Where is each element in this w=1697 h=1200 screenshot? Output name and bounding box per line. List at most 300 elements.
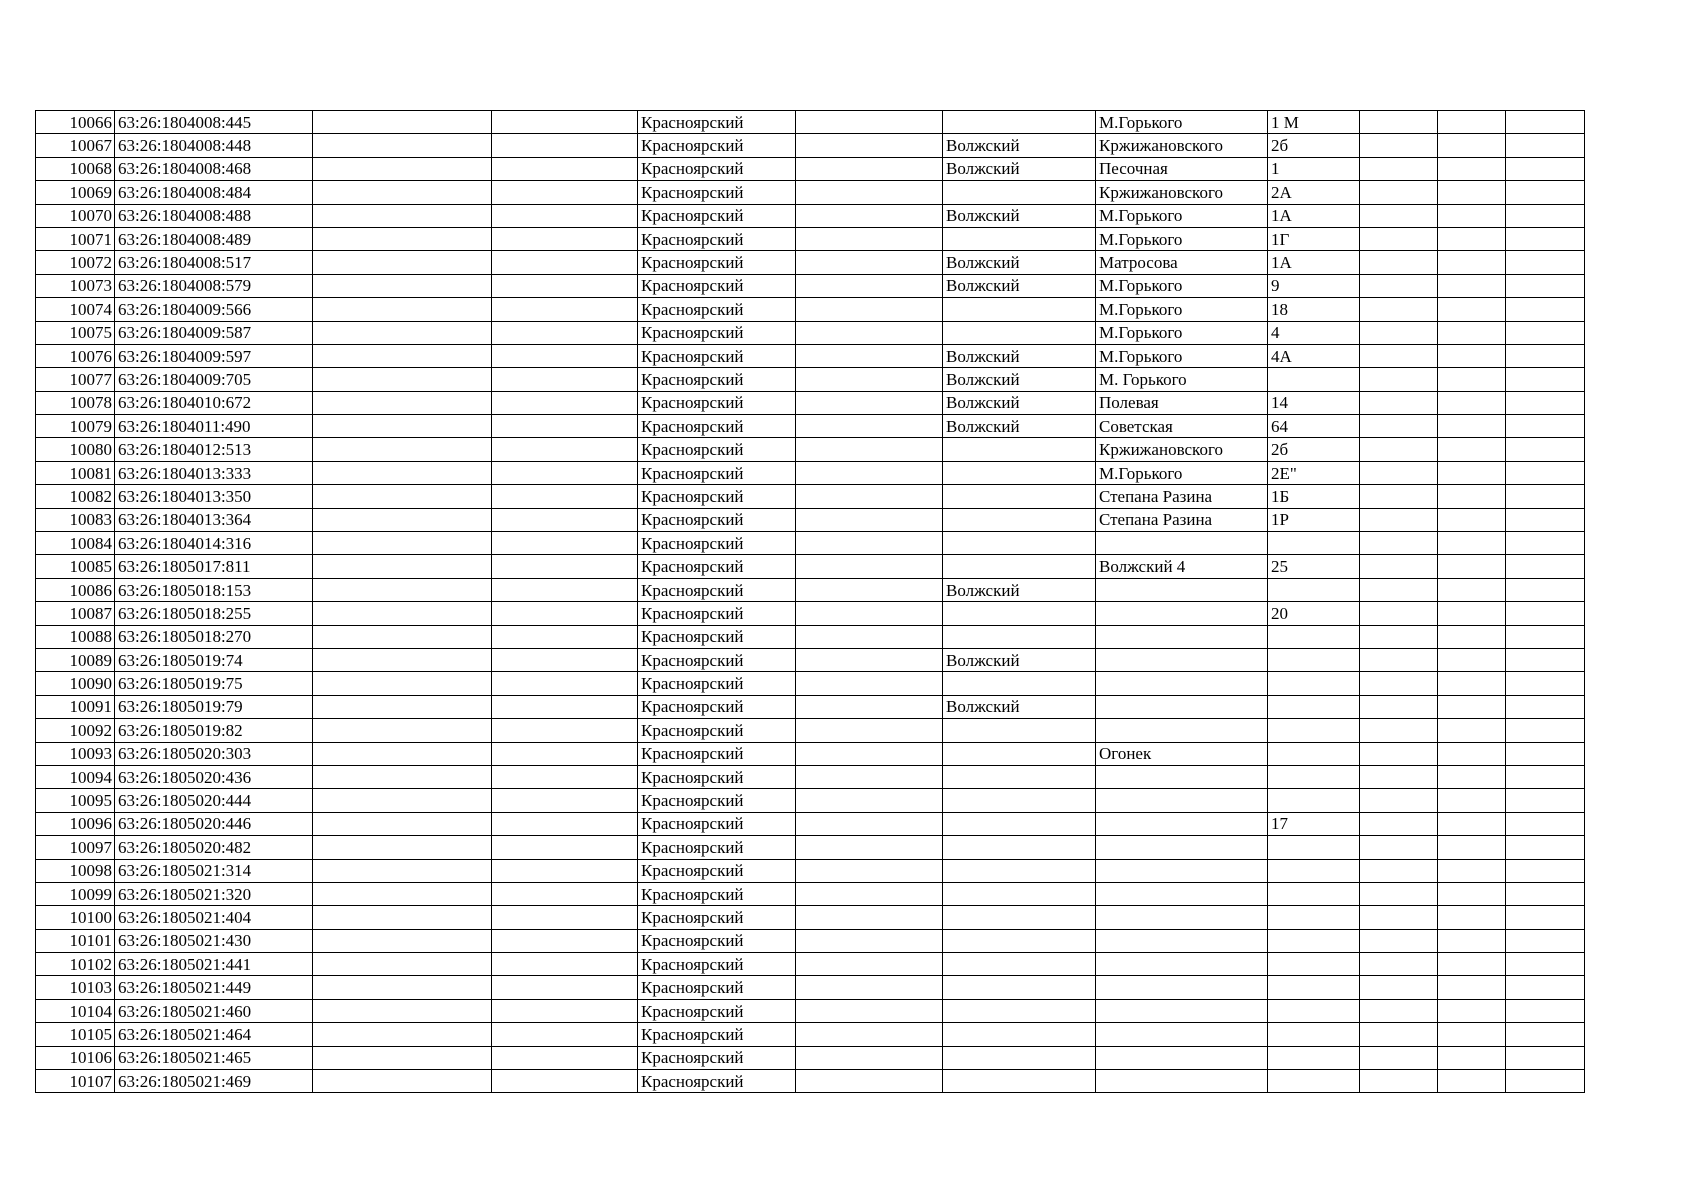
cell-cadastral-number: 63:26:1804014:316 (115, 532, 313, 555)
table-row (36, 882, 1585, 905)
cell-empty-col-3 (313, 368, 492, 391)
cell-empty-col-6 (796, 321, 943, 344)
cell-empty-col-4 (492, 976, 638, 999)
cell-empty-col-4 (492, 438, 638, 461)
cell-row-number: 10098 (36, 859, 115, 882)
table-row (36, 578, 1585, 601)
cell-empty-col-12 (1506, 251, 1585, 274)
cell-empty-col-4 (492, 625, 638, 648)
cell-row-number: 10083 (36, 508, 115, 531)
cell-cadastral-number: 63:26:1804009:587 (115, 321, 313, 344)
cell-empty-col-3 (313, 111, 492, 134)
cell-settlement: Волжский (943, 251, 1096, 274)
cell-district: Красноярский (638, 251, 796, 274)
cell-house-number: 1 М (1268, 111, 1360, 134)
table-row (36, 789, 1585, 812)
cell-empty-col-10 (1360, 1023, 1438, 1046)
cell-row-number: 10072 (36, 251, 115, 274)
cell-house-number (1268, 906, 1360, 929)
cell-empty-col-6 (796, 157, 943, 180)
cell-house-number (1268, 765, 1360, 788)
cell-empty-col-6 (796, 789, 943, 812)
cell-district: Красноярский (638, 181, 796, 204)
cell-district: Красноярский (638, 227, 796, 250)
cell-house-number (1268, 648, 1360, 671)
cell-house-number (1268, 999, 1360, 1022)
cell-house-number: 14 (1268, 391, 1360, 414)
cell-street (1096, 625, 1268, 648)
cell-empty-col-12 (1506, 438, 1585, 461)
cell-district: Красноярский (638, 508, 796, 531)
cell-empty-col-6 (796, 1070, 943, 1093)
cell-street (1096, 1046, 1268, 1069)
cell-house-number (1268, 368, 1360, 391)
cell-cadastral-number: 63:26:1805021:464 (115, 1023, 313, 1046)
cell-empty-col-6 (796, 461, 943, 484)
cell-empty-col-11 (1438, 999, 1506, 1022)
cell-district: Красноярский (638, 789, 796, 812)
cell-empty-col-12 (1506, 625, 1585, 648)
cell-row-number: 10107 (36, 1070, 115, 1093)
cell-empty-col-3 (313, 1070, 492, 1093)
cell-house-number: 4 (1268, 321, 1360, 344)
cell-row-number: 10106 (36, 1046, 115, 1069)
cell-house-number: 1Р (1268, 508, 1360, 531)
table-row (36, 181, 1585, 204)
cell-empty-col-12 (1506, 695, 1585, 718)
cell-settlement: Волжский (943, 695, 1096, 718)
cell-house-number: 2б (1268, 134, 1360, 157)
cell-empty-col-11 (1438, 742, 1506, 765)
table-row (36, 976, 1585, 999)
cell-street: Матросова (1096, 251, 1268, 274)
cell-settlement (943, 1070, 1096, 1093)
cell-empty-col-12 (1506, 508, 1585, 531)
cell-district: Красноярский (638, 461, 796, 484)
cell-street: Степана Разина (1096, 485, 1268, 508)
cell-empty-col-4 (492, 204, 638, 227)
cell-empty-col-3 (313, 812, 492, 835)
cell-street (1096, 953, 1268, 976)
cell-row-number: 10096 (36, 812, 115, 835)
cell-empty-col-3 (313, 999, 492, 1022)
cell-empty-col-3 (313, 181, 492, 204)
cell-house-number (1268, 1070, 1360, 1093)
cell-empty-col-3 (313, 134, 492, 157)
cell-street: Кржижановского (1096, 438, 1268, 461)
cell-empty-col-3 (313, 555, 492, 578)
cell-empty-col-6 (796, 929, 943, 952)
cell-district: Красноярский (638, 812, 796, 835)
cell-district: Красноярский (638, 298, 796, 321)
cell-empty-col-4 (492, 485, 638, 508)
table-row (36, 953, 1585, 976)
cell-empty-col-6 (796, 274, 943, 297)
cell-empty-col-3 (313, 765, 492, 788)
cell-house-number (1268, 789, 1360, 812)
data-table (35, 110, 1585, 1093)
cell-empty-col-4 (492, 1070, 638, 1093)
cell-empty-col-11 (1438, 298, 1506, 321)
cell-row-number: 10069 (36, 181, 115, 204)
cell-cadastral-number: 63:26:1804009:597 (115, 344, 313, 367)
cell-settlement (943, 906, 1096, 929)
table-row (36, 1046, 1585, 1069)
cell-empty-col-12 (1506, 906, 1585, 929)
cell-empty-col-4 (492, 789, 638, 812)
cell-street: М. Горького (1096, 368, 1268, 391)
cell-empty-col-11 (1438, 368, 1506, 391)
cell-row-number: 10077 (36, 368, 115, 391)
cell-house-number: 18 (1268, 298, 1360, 321)
cell-row-number: 10095 (36, 789, 115, 812)
cell-empty-col-12 (1506, 602, 1585, 625)
cell-district: Красноярский (638, 836, 796, 859)
cell-row-number: 10094 (36, 765, 115, 788)
cell-empty-col-3 (313, 578, 492, 601)
cell-empty-col-10 (1360, 695, 1438, 718)
cell-settlement (943, 625, 1096, 648)
cell-empty-col-4 (492, 368, 638, 391)
cell-empty-col-12 (1506, 719, 1585, 742)
cell-empty-col-11 (1438, 204, 1506, 227)
cell-house-number: 2А (1268, 181, 1360, 204)
table-row (36, 999, 1585, 1022)
cell-district: Красноярский (638, 765, 796, 788)
cell-settlement (943, 1046, 1096, 1069)
table-row (36, 859, 1585, 882)
cell-street (1096, 602, 1268, 625)
cell-street (1096, 532, 1268, 555)
cell-district: Красноярский (638, 391, 796, 414)
cell-empty-col-11 (1438, 532, 1506, 555)
cell-cadastral-number: 63:26:1805019:75 (115, 672, 313, 695)
cell-empty-col-3 (313, 1046, 492, 1069)
cell-empty-col-11 (1438, 719, 1506, 742)
cell-empty-col-11 (1438, 836, 1506, 859)
cell-row-number: 10071 (36, 227, 115, 250)
cell-empty-col-12 (1506, 578, 1585, 601)
cell-empty-col-4 (492, 648, 638, 671)
cell-row-number: 10074 (36, 298, 115, 321)
table-row (36, 532, 1585, 555)
cell-district: Красноярский (638, 695, 796, 718)
cell-settlement: Волжский (943, 344, 1096, 367)
cell-empty-col-11 (1438, 227, 1506, 250)
cell-district: Красноярский (638, 742, 796, 765)
cell-empty-col-10 (1360, 789, 1438, 812)
cell-empty-col-6 (796, 532, 943, 555)
cell-cadastral-number: 63:26:1804013:364 (115, 508, 313, 531)
cell-empty-col-4 (492, 836, 638, 859)
table-row (36, 648, 1585, 671)
cell-street (1096, 672, 1268, 695)
cell-empty-col-6 (796, 298, 943, 321)
table-row (36, 298, 1585, 321)
cell-district: Красноярский (638, 415, 796, 438)
cell-empty-col-10 (1360, 906, 1438, 929)
cell-empty-col-11 (1438, 765, 1506, 788)
cell-row-number: 10101 (36, 929, 115, 952)
cell-house-number: 9 (1268, 274, 1360, 297)
cell-empty-col-10 (1360, 976, 1438, 999)
cell-street: М.Горького (1096, 227, 1268, 250)
cell-cadastral-number: 63:26:1805021:320 (115, 882, 313, 905)
cell-row-number: 10090 (36, 672, 115, 695)
cell-empty-col-6 (796, 742, 943, 765)
cell-empty-col-4 (492, 672, 638, 695)
cell-street (1096, 929, 1268, 952)
cell-empty-col-4 (492, 274, 638, 297)
cell-empty-col-11 (1438, 976, 1506, 999)
cell-district: Красноярский (638, 157, 796, 180)
cell-house-number: 17 (1268, 812, 1360, 835)
cell-empty-col-10 (1360, 672, 1438, 695)
cell-empty-col-3 (313, 882, 492, 905)
cell-district: Красноярский (638, 204, 796, 227)
cell-empty-col-3 (313, 976, 492, 999)
cell-empty-col-4 (492, 742, 638, 765)
cell-cadastral-number: 63:26:1804009:566 (115, 298, 313, 321)
cell-empty-col-12 (1506, 836, 1585, 859)
cell-street (1096, 789, 1268, 812)
cell-settlement (943, 485, 1096, 508)
cell-empty-col-3 (313, 836, 492, 859)
cell-street: М.Горького (1096, 204, 1268, 227)
cell-empty-col-11 (1438, 1070, 1506, 1093)
cell-empty-col-12 (1506, 134, 1585, 157)
cell-empty-col-12 (1506, 321, 1585, 344)
cell-cadastral-number: 63:26:1805021:314 (115, 859, 313, 882)
cell-empty-col-3 (313, 602, 492, 625)
cell-house-number: 64 (1268, 415, 1360, 438)
cell-empty-col-10 (1360, 953, 1438, 976)
cell-cadastral-number: 63:26:1805020:482 (115, 836, 313, 859)
cell-empty-col-12 (1506, 976, 1585, 999)
cell-cadastral-number: 63:26:1804009:705 (115, 368, 313, 391)
cell-house-number: 1 (1268, 157, 1360, 180)
cell-settlement (943, 672, 1096, 695)
cell-row-number: 10079 (36, 415, 115, 438)
cell-district: Красноярский (638, 999, 796, 1022)
table-row (36, 695, 1585, 718)
table-row (36, 508, 1585, 531)
cell-empty-col-12 (1506, 391, 1585, 414)
cell-empty-col-6 (796, 227, 943, 250)
cell-empty-col-6 (796, 111, 943, 134)
cell-empty-col-6 (796, 976, 943, 999)
cell-settlement (943, 999, 1096, 1022)
cell-empty-col-3 (313, 719, 492, 742)
cell-settlement: Волжский (943, 368, 1096, 391)
cell-empty-col-12 (1506, 111, 1585, 134)
cell-district: Красноярский (638, 648, 796, 671)
cell-cadastral-number: 63:26:1805018:270 (115, 625, 313, 648)
cell-house-number: 4А (1268, 344, 1360, 367)
cell-district: Красноярский (638, 602, 796, 625)
cell-row-number: 10068 (36, 157, 115, 180)
cell-house-number (1268, 976, 1360, 999)
cell-house-number: 1А (1268, 204, 1360, 227)
cell-empty-col-11 (1438, 274, 1506, 297)
cell-street (1096, 719, 1268, 742)
cell-empty-col-3 (313, 344, 492, 367)
table-row (36, 719, 1585, 742)
cell-house-number: 1Б (1268, 485, 1360, 508)
table-row (36, 765, 1585, 788)
table-row (36, 672, 1585, 695)
cell-row-number: 10076 (36, 344, 115, 367)
cell-row-number: 10102 (36, 953, 115, 976)
cell-cadastral-number: 63:26:1805021:460 (115, 999, 313, 1022)
cell-settlement (943, 602, 1096, 625)
cell-house-number: 25 (1268, 555, 1360, 578)
cell-empty-col-3 (313, 157, 492, 180)
cell-empty-col-10 (1360, 298, 1438, 321)
cell-street: Кржижановского (1096, 134, 1268, 157)
cell-cadastral-number: 63:26:1805019:82 (115, 719, 313, 742)
cell-district: Красноярский (638, 672, 796, 695)
cell-empty-col-10 (1360, 929, 1438, 952)
cell-cadastral-number: 63:26:1805021:441 (115, 953, 313, 976)
cell-empty-col-11 (1438, 415, 1506, 438)
cell-cadastral-number: 63:26:1804008:448 (115, 134, 313, 157)
table-row (36, 321, 1585, 344)
cell-empty-col-11 (1438, 578, 1506, 601)
cell-empty-col-4 (492, 953, 638, 976)
cell-cadastral-number: 63:26:1804012:513 (115, 438, 313, 461)
cell-settlement: Волжский (943, 391, 1096, 414)
cell-settlement (943, 976, 1096, 999)
cell-empty-col-6 (796, 812, 943, 835)
cell-house-number (1268, 882, 1360, 905)
cell-street: М.Горького (1096, 274, 1268, 297)
cell-empty-col-3 (313, 391, 492, 414)
cell-house-number: 2Е" (1268, 461, 1360, 484)
cell-street: Кржижановского (1096, 181, 1268, 204)
cell-house-number (1268, 742, 1360, 765)
cell-empty-col-12 (1506, 298, 1585, 321)
cell-empty-col-4 (492, 882, 638, 905)
cell-empty-col-4 (492, 532, 638, 555)
cell-house-number (1268, 578, 1360, 601)
cell-empty-col-12 (1506, 344, 1585, 367)
cell-house-number: 1Г (1268, 227, 1360, 250)
cell-empty-col-3 (313, 251, 492, 274)
cell-empty-col-12 (1506, 789, 1585, 812)
table-row (36, 461, 1585, 484)
table-row (36, 227, 1585, 250)
cell-district: Красноярский (638, 719, 796, 742)
cell-district: Красноярский (638, 368, 796, 391)
cell-empty-col-10 (1360, 344, 1438, 367)
cell-empty-col-3 (313, 648, 492, 671)
cell-district: Красноярский (638, 134, 796, 157)
table-row (36, 1070, 1585, 1093)
cell-row-number: 10092 (36, 719, 115, 742)
cell-settlement: Волжский (943, 157, 1096, 180)
cell-cadastral-number: 63:26:1805020:436 (115, 765, 313, 788)
cell-cadastral-number: 63:26:1804008:489 (115, 227, 313, 250)
cell-empty-col-6 (796, 344, 943, 367)
cell-empty-col-11 (1438, 508, 1506, 531)
cell-district: Красноярский (638, 625, 796, 648)
cell-row-number: 10099 (36, 882, 115, 905)
cell-empty-col-3 (313, 438, 492, 461)
cell-district: Красноярский (638, 532, 796, 555)
cell-district: Красноярский (638, 1023, 796, 1046)
cell-settlement (943, 532, 1096, 555)
cell-row-number: 10093 (36, 742, 115, 765)
cell-empty-col-11 (1438, 812, 1506, 835)
cell-empty-col-10 (1360, 181, 1438, 204)
cell-row-number: 10067 (36, 134, 115, 157)
cell-house-number (1268, 1046, 1360, 1069)
cell-empty-col-10 (1360, 719, 1438, 742)
cell-empty-col-10 (1360, 532, 1438, 555)
cell-street: Полевая (1096, 391, 1268, 414)
cell-cadastral-number: 63:26:1804011:490 (115, 415, 313, 438)
cell-district: Красноярский (638, 976, 796, 999)
cell-house-number (1268, 859, 1360, 882)
cell-district: Красноярский (638, 485, 796, 508)
cell-house-number: 2б (1268, 438, 1360, 461)
cell-street: Советская (1096, 415, 1268, 438)
cell-empty-col-11 (1438, 181, 1506, 204)
cell-empty-col-4 (492, 812, 638, 835)
table-row (36, 438, 1585, 461)
cell-settlement: Волжский (943, 134, 1096, 157)
cell-empty-col-4 (492, 859, 638, 882)
cell-empty-col-3 (313, 953, 492, 976)
cell-empty-col-11 (1438, 953, 1506, 976)
table-row (36, 274, 1585, 297)
cell-settlement (943, 765, 1096, 788)
cell-street: Волжский 4 (1096, 555, 1268, 578)
cell-empty-col-10 (1360, 882, 1438, 905)
cell-empty-col-6 (796, 134, 943, 157)
table-row (36, 555, 1585, 578)
cell-empty-col-4 (492, 298, 638, 321)
cell-settlement (943, 742, 1096, 765)
cell-empty-col-4 (492, 906, 638, 929)
cell-row-number: 10075 (36, 321, 115, 344)
cell-cadastral-number: 63:26:1805018:153 (115, 578, 313, 601)
table-body (36, 111, 1585, 1093)
cell-empty-col-12 (1506, 181, 1585, 204)
cell-empty-col-11 (1438, 391, 1506, 414)
table-row (36, 368, 1585, 391)
cell-empty-col-6 (796, 368, 943, 391)
cell-empty-col-4 (492, 134, 638, 157)
cell-house-number (1268, 532, 1360, 555)
cell-empty-col-12 (1506, 555, 1585, 578)
table-row (36, 204, 1585, 227)
cell-empty-col-11 (1438, 882, 1506, 905)
cell-district: Красноярский (638, 882, 796, 905)
cell-district: Красноярский (638, 578, 796, 601)
cell-empty-col-11 (1438, 461, 1506, 484)
cell-cadastral-number: 63:26:1804010:672 (115, 391, 313, 414)
cell-cadastral-number: 63:26:1804008:488 (115, 204, 313, 227)
cell-empty-col-12 (1506, 368, 1585, 391)
cell-empty-col-6 (796, 1046, 943, 1069)
cell-house-number (1268, 836, 1360, 859)
cell-street (1096, 976, 1268, 999)
cell-empty-col-10 (1360, 625, 1438, 648)
cell-settlement (943, 882, 1096, 905)
cell-empty-col-12 (1506, 461, 1585, 484)
